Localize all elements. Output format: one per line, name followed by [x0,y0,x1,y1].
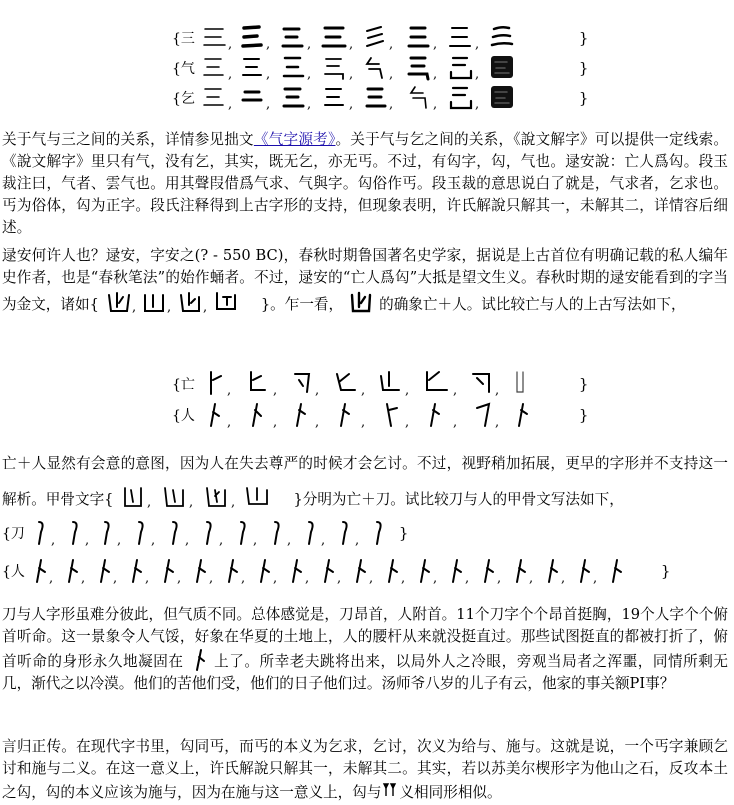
ren2-glyph-12 [389,560,397,582]
ren2-glyph-14 [453,560,461,582]
svg-text:,: , [354,533,360,548]
svg-text:,: , [388,97,394,112]
dao-glyph-6 [207,522,211,544]
svg-text:,: , [265,37,271,52]
ren2-glyph-2 [69,560,77,582]
dao-glyph-8 [275,522,279,544]
dao-glyph-7 [241,522,245,544]
svg-text:,: , [131,300,136,315]
ren1-glyph-3 [297,404,305,426]
qi-glyph-5 [367,58,382,78]
row-san [172,24,588,52]
svg-text:,: , [496,571,502,586]
san-glyph-2 [243,27,261,46]
svg-text:,: , [348,37,354,52]
ren2-glyph-6 [197,560,205,582]
svg-text:,: , [494,383,500,398]
svg-text:,: , [84,533,90,548]
wang-glyph-5 [381,372,399,390]
san-glyphs [199,24,579,52]
svg-text:,: , [400,571,406,586]
svg-text:,: , [218,533,224,548]
para4-text1: 刀与人字形虽难分彼此，但气质不同。总体感觉是，刀昂首，人附首。11个刀字个个昂首挺胸，19个人字个个俯首听命。这一景象令人气馁，好象在华夏的土地上，人的腰杆从来就没挺直过。那些试图挺直的都被打折了，俯首听命的身形永久地凝固在 [2,606,728,670]
svg-text:,: , [336,571,342,586]
ren2-glyph-9 [293,560,301,582]
para2-text1: 逯安何许人也？逯安，字安之(? - 550 BC)，春秋时期鲁国著名史学家，据说是上古首位有明确记载的私人编年史作者，也是“春秋笔法”的始作蛹者。不过，逯安的“亡人爲匃”大抵是望文生义。春秋时期的逯安能看到的字当为金文，诸如{ [2,247,728,313]
svg-text:,: , [166,300,171,315]
ren1-glyph-8 [519,404,527,426]
svg-text:,: , [360,415,366,430]
svg-text:,: , [388,67,394,82]
svg-text:,: , [265,67,271,82]
svg-text:,: , [452,415,458,430]
san-glyph-3 [283,29,302,46]
svg-text:,: , [452,383,458,398]
ren2-glyph-15 [485,560,493,582]
svg-text:,: , [388,37,394,52]
dao-glyph-1 [39,522,43,544]
bronze-glyph-4 [217,293,235,309]
svg-text:,: , [304,571,310,586]
row-qi-beg [172,84,588,112]
svg-text:,: , [227,37,233,52]
paragraph-5 [2,736,728,804]
row-end-qi: } [578,59,589,77]
paragraph-2 [2,245,728,316]
row-ren-2 [2,556,670,586]
ren2-glyph-8 [261,560,269,582]
wang-glyphs [199,368,579,400]
svg-text:,: , [48,571,54,586]
bronze-glyph-1 [109,293,129,311]
svg-text:,: , [208,571,214,586]
ren2-glyph-7 [229,560,237,582]
dao-glyphs [29,518,399,548]
cuneiform-glyph-inline [382,780,398,800]
row-label-dao: {刀 [2,526,25,542]
dao-glyph-4 [139,522,143,544]
svg-text:,: , [150,533,156,548]
svg-text:,: , [494,415,500,430]
paragraph-3 [2,446,728,518]
wang-glyph-6 [427,372,447,390]
bronze-glyphs-inline [105,289,255,315]
qi-glyph-2 [243,59,261,75]
oracle-glyph-4 [247,488,267,504]
svg-text:,: , [286,533,292,548]
svg-text:,: , [240,571,246,586]
svg-text:,: , [432,67,438,82]
qi-glyph-4 [325,59,343,79]
svg-text:,: , [306,97,312,112]
para4-text2: 上了。所幸老夫跳将出来，以局外人之冷眼，旁观当局者之浑噩，同情所剩无几，渐代之以冷漠。他们的苦他们受，他们的日子他们过。汤师爷八岁的儿子有云，他家的事关额PI事？ [2,653,728,692]
row-end-qi-beg: } [578,89,589,107]
row-end-wang: } [578,375,589,393]
oracle-glyph-2 [165,488,183,506]
svg-text:,: , [306,67,312,82]
svg-text:,: , [227,67,233,82]
svg-text:,: , [314,415,320,430]
row-label-san: {三 [172,31,195,47]
ren2-glyph-13 [421,560,429,582]
row-label-qi-beg: {乞 [172,91,195,107]
svg-text:,: , [272,571,278,586]
wang-glyph-3 [295,374,309,392]
row-end-dao: } [398,524,409,542]
oracle-glyph-3 [207,488,225,506]
svg-text:,: , [147,495,152,510]
dao-glyph-11 [377,522,381,544]
san-glyph-6 [409,28,428,46]
ren1-glyph-2 [253,404,261,426]
row-ren-1 [172,400,588,430]
svg-text:,: , [189,495,194,510]
para1-rest: 。关于气与乞之间的关系，《說文解字》可以提供一定线索。《說文解字》里只有气，没有乞，其实，既无乞，亦无丐。不过，有匃字，匃，气也。逯安說：亡人爲匃。段玉裁注曰，气者、雲气也。用其聲叚借爲气求、气與字。匃俗作丐。段玉裁的意思说白了就是，气求者，乞求也。丐为俗体，匃为正字。段氏注释得到上古字形的支持，但现象表明，许氏解說只解其一，未解其二，详情容后细述。 [2,131,728,236]
bronze-glyph-inline-single [349,289,373,315]
ren-glyph-inline [190,648,208,672]
ren1-glyph-6 [431,404,439,426]
svg-text:,: , [348,67,354,82]
oracle-glyph-1 [125,488,141,506]
svg-text:,: , [272,415,278,430]
ren1-glyph-4 [341,404,349,426]
svg-text:,: , [50,533,56,548]
svg-text:,: , [528,571,534,586]
paragraph-4 [2,604,728,695]
qi-glyphs [199,54,579,82]
qibeg-glyph-8-rubbing [491,86,513,108]
qibeg-glyph-6 [411,87,426,108]
para2-text2: }。乍一看， [260,296,344,313]
row-end-ren-1: } [578,406,589,424]
san-glyph-5 [367,27,383,46]
svg-text:,: , [272,383,278,398]
qibeg-glyph-7 [451,88,471,108]
para3-text1: 亡＋人显然有会意的意图，因为人在失去尊严的时候才会乞讨。不过，视野稍加拓展，更早的字形并不支持这一解析。甲骨文字{ [2,455,728,508]
san-glyph-8 [492,27,512,45]
svg-text:,: , [474,67,480,82]
svg-text:,: , [404,383,410,398]
dao-glyph-5 [173,522,177,544]
row-label-qi: {气 [172,61,195,77]
qibeg-glyph-5 [367,89,385,106]
qi-glyph-3 [284,58,303,76]
svg-text:,: , [265,97,271,112]
row-qi [172,54,588,82]
svg-text:,: , [474,37,480,52]
ren2-glyph-10 [325,560,333,582]
svg-text:,: , [592,571,598,586]
svg-text:,: , [226,415,232,430]
oracle-glyphs-inline [119,484,287,510]
ren2-glyph-18 [581,560,589,582]
wang-glyph-4 [337,374,355,390]
ren2-glyph-4 [133,560,141,582]
san-glyph-7 [450,28,470,46]
svg-text:,: , [360,383,366,398]
qibeg-glyph-1 [204,89,223,105]
row-end-ren-2: } [660,562,671,580]
svg-text:,: , [560,571,566,586]
para5-text1: 言归正传。在现代字书里，匃同丐，而丐的本义为乞求，乞讨，次义为给与、施与。这就是说，一个丐字兼顾乞讨和施与二义。在这一意义上，许氏解說只解其一，未解其二。其实，若以苏美尔楔形字为他山之石，反攻本土之匃，匃的本义应该为施与，因为在施与这一意义上，匃与 [2,738,728,801]
ren2-glyph-19 [613,560,621,582]
qibeg-glyph-2 [243,92,261,100]
dao-glyph-2 [73,522,77,544]
para1-prefix: 关于气与三之间的关系，详情参见拙文 [2,131,254,148]
bronze-glyph-2 [145,295,163,311]
ren-glyphs-2 [29,556,661,586]
row-label-ren-2: {人 [2,564,25,580]
svg-text:,: , [306,37,312,52]
ren2-glyph-1 [37,560,45,582]
svg-text:,: , [80,571,86,586]
svg-text:,: , [227,97,233,112]
ren1-glyph-1 [211,404,219,426]
dao-glyph-9 [309,522,313,544]
svg-text:,: , [404,415,410,430]
svg-text:,: , [320,533,326,548]
svg-text:,: , [474,97,480,112]
san-glyph-4 [323,28,345,46]
ren1-glyph-7 [477,404,489,426]
wang-glyph-1 [211,372,221,394]
svg-text:,: , [176,571,182,586]
wang-glyph-2 [251,372,265,390]
svg-text:,: , [226,383,232,398]
qibeg-glyph-3 [284,89,303,106]
svg-text:,: , [432,37,438,52]
ren2-glyph-5 [165,560,173,582]
ren1-glyph-5 [387,404,397,426]
para5-text2: 义相同形相似。 [399,784,502,801]
svg-text:,: , [144,571,150,586]
svg-text:,: , [368,571,374,586]
qi-glyph-1 [204,59,223,75]
bronze-glyph-3 [181,293,199,311]
qi-glyph-7 [451,58,471,78]
dao-glyph-10 [343,522,347,544]
wang-glyph-8 [517,372,523,392]
row-label-wang: {亡 [172,377,195,393]
row-end-san: } [578,29,589,47]
article-link-qi-origin[interactable]: 《气字源考》 [253,131,336,148]
para2-text3: 的确象亡＋人。试比较亡与人的上古写法如下， [379,296,686,313]
qibeg-glyph-4 [325,89,343,105]
row-label-ren-1: {人 [172,408,195,424]
svg-text:,: , [252,533,258,548]
qi-glyph-6 [409,58,428,79]
qi-glyph-8-rubbing [491,56,513,78]
svg-text:,: , [231,495,236,510]
dao-glyph-3 [105,522,109,544]
svg-text:,: , [432,571,438,586]
svg-text:,: , [184,533,190,548]
paragraph-1 [2,129,728,239]
svg-text:,: , [314,383,320,398]
ren-glyphs-1 [199,400,579,430]
para3-text2: }分明为亡＋刀。试比较刀与人的甲骨文写法如下， [293,491,624,508]
ren2-glyph-3 [101,560,109,582]
san-glyph-1 [204,29,225,45]
qi-beg-glyphs [199,84,579,112]
svg-text:,: , [432,97,438,112]
row-dao [2,518,408,548]
ren2-glyph-16 [517,560,525,582]
svg-text:,: , [348,97,354,112]
svg-text:,: , [116,533,122,548]
svg-text:,: , [202,300,207,315]
ren2-glyph-11 [357,560,365,582]
svg-text:,: , [464,571,470,586]
row-wang [172,368,588,400]
wang-glyph-7 [473,374,489,392]
ren2-glyph-17 [549,560,557,582]
svg-text:,: , [112,571,118,586]
